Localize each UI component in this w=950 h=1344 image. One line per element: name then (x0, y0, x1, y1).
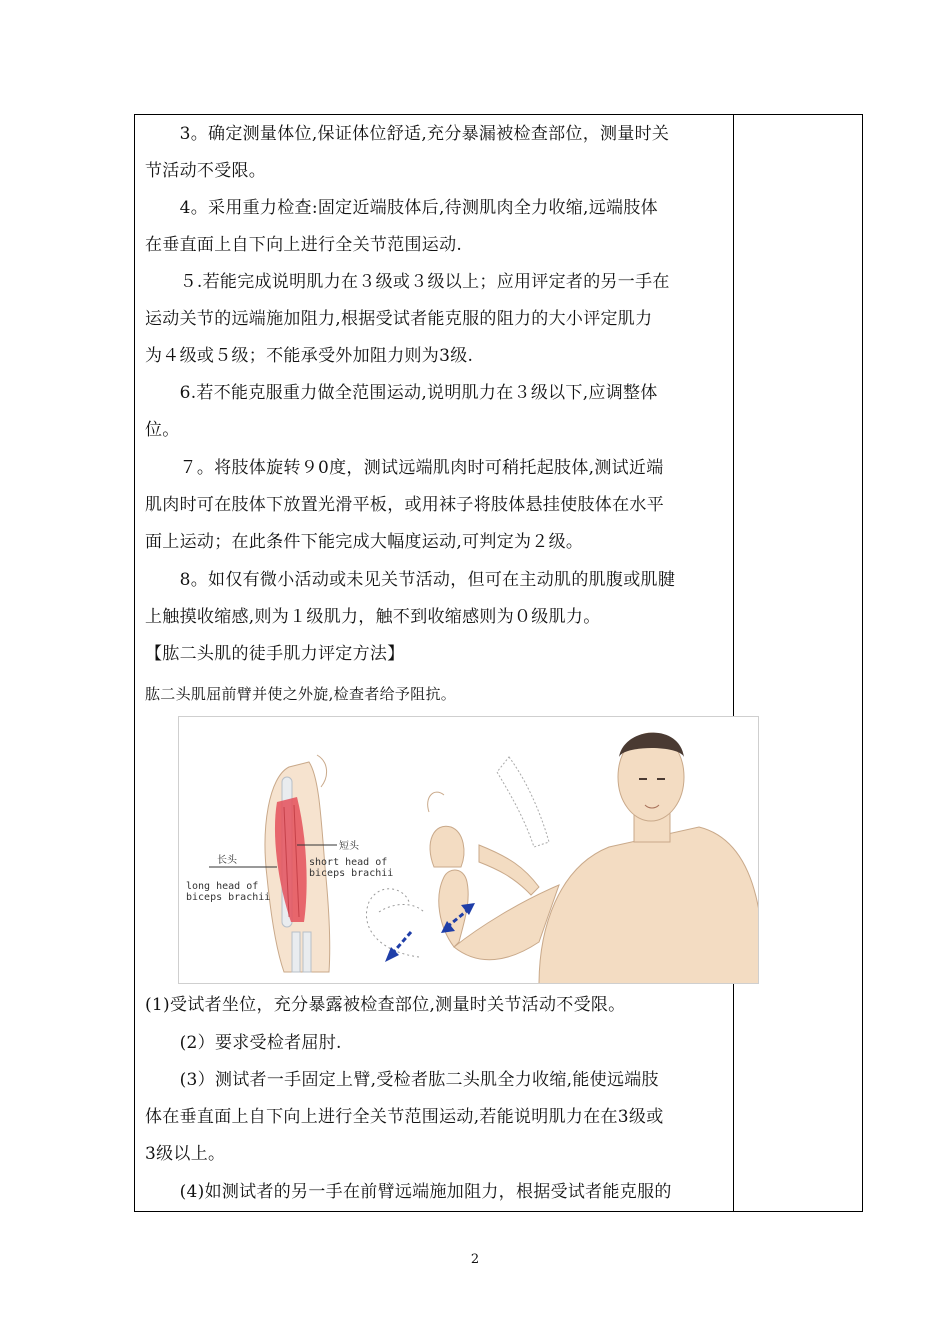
step-1-line-1: (1)受试者坐位，充分暴露被检查部位,测量时关节活动不受限。 (145, 995, 626, 1015)
section-title: 【肱二头肌的徒手肌力评定方法】 (145, 644, 405, 664)
label-short-head-en-1: short head of (309, 857, 388, 868)
label-short-head-cn: 短头 (339, 841, 359, 852)
paragraph-7-line-3: 面上运动；在此条件下能完成大幅度运动,可判定为２级。 (145, 532, 584, 552)
paragraph-3-line-1: 3。确定测量体位,保证体位舒适,充分暴漏被检查部位，测量时关 (145, 124, 670, 144)
paragraph-8-line-2: 上触摸收缩感,则为１级肌力，触不到收缩感则为０级肌力。 (145, 607, 601, 627)
paragraph-7-line-1: ７。将肢体旋转９0度，测试远端肌肉时可稍托起肢体,测试近端 (145, 458, 664, 478)
paragraph-6-line-1: 6.若不能克服重力做全范围运动,说明肌力在３级以下,应调整体 (145, 383, 658, 403)
biceps-test-figure (178, 716, 759, 984)
man-figure (428, 733, 759, 984)
paragraph-4-line-2: 在垂直面上自下向上进行全关节范围运动. (145, 235, 463, 255)
paragraph-6-line-2: 位。 (145, 420, 180, 440)
step-2-line-1: (2）要求受检者屈肘. (145, 1033, 342, 1053)
paragraph-4-line-1: 4。采用重力检查:固定近端肢体后,待测肌肉全力收缩,远端肢体 (145, 198, 658, 218)
label-long-head-en-2: biceps brachii (186, 892, 271, 903)
table-column-divider (733, 114, 734, 1212)
paragraph-5-line-3: 为４级或５级；不能承受外加阻力则为3级. (145, 346, 474, 366)
figure-caption: 肱二头肌屈前臂并使之外旋,检查者给予阻抗。 (145, 685, 457, 703)
paragraph-7-line-2: 肌肉时可在肢体下放置光滑平板，或用袜子将肢体悬挂使肢体在水平 (145, 495, 664, 515)
step-3-line-2: 体在垂直面上自下向上进行全关节范围运动,若能说明肌力在在3级或 (145, 1107, 664, 1127)
biceps-test-illustration (179, 717, 759, 984)
label-long-head-en-1: long head of (186, 881, 259, 892)
paragraph-3-line-2: 节活动不受限。 (145, 161, 267, 181)
arm-anatomy-diagram (186, 755, 393, 972)
step-4-line-1: (4)如测试者的另一手在前臂远端施加阻力，根据受试者能克服的 (145, 1182, 672, 1202)
page-number: 2 (470, 1252, 480, 1267)
label-short-head-en-2: biceps brachii (309, 868, 394, 879)
paragraph-8-line-1: 8。如仅有微小活动或未见关节活动，但可在主动肌的肌腹或肌腱 (145, 570, 676, 590)
step-3-line-1: (3）测试者一手固定上臂,受检者肱二头肌全力收缩,能使远端肢 (145, 1070, 659, 1090)
step-3-line-3: 3级以上。 (145, 1144, 226, 1164)
paragraph-5-line-1: ５.若能完成说明肌力在３级或３级以上；应用评定者的另一手在 (145, 272, 670, 292)
paragraph-5-line-2: 运动关节的远端施加阻力,根据受试者能克服的阻力的大小评定肌力 (145, 309, 653, 329)
label-long-head-cn: 长头 (217, 855, 237, 866)
